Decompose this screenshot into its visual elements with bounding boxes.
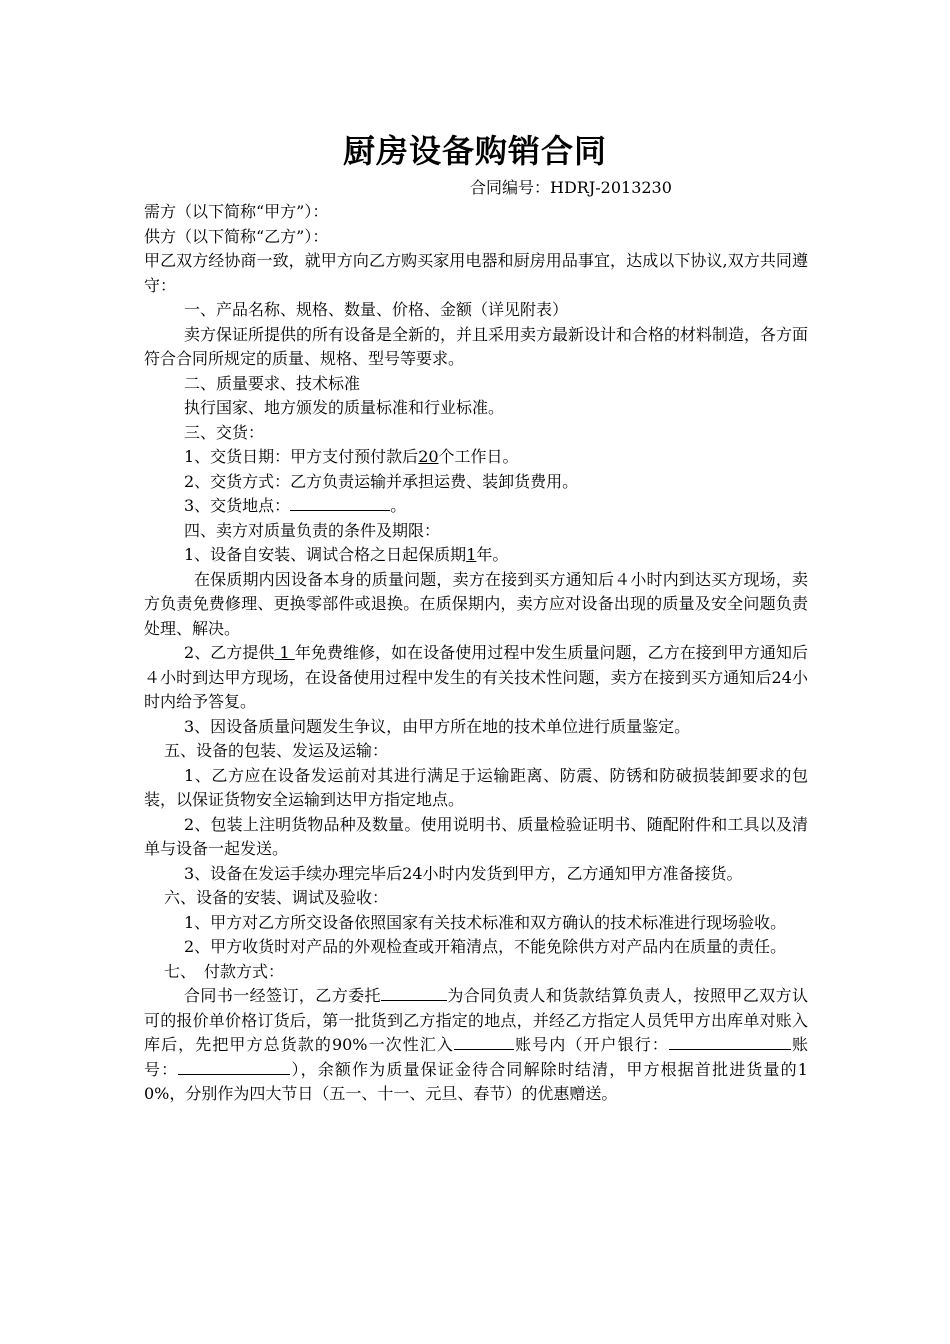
free-repair-text: 年免费维修，如在设备使用过程中发生质量问题，乙方在接到甲方通知后４小时到达甲方现场，在设备使用过程中发生的有关技术性问题，卖方在接到买方通知后24小时内给予答复。 [144, 643, 808, 711]
delivery-date-prefix: 1、交货日期：甲方支付预付款后 [184, 447, 419, 466]
warranty-suffix: 年。 [476, 545, 509, 564]
contract-body [144, 200, 808, 1107]
section-6-item-1: 1、甲方对乙方所交设备依照国家有关技术标准和双方确认的技术标准进行现场验收。 [184, 912, 787, 932]
section-1-title: 一、产品名称、规格、数量、价格、金额（详见附表） [184, 300, 569, 319]
contract-number: 合同编号：HDRJ-2013230 [470, 178, 672, 197]
page-title: 厨房设备购销合同 [342, 132, 607, 170]
section-2-title: 二、质量要求、技术标准 [184, 373, 361, 393]
section-5-item-3: 3、设备在发运手续办理完毕后24小时内发货到甲方，乙方通知甲方准备接货。 [184, 863, 743, 883]
section-5-item-1: 1、乙方应在设备发运前对其进行满足于运输距离、防震、防锈和防破损装卸要求的包装，以保证货物安全运输到达甲方指定地点。 [144, 765, 808, 809]
party-b-line: 供方（以下简称“乙方”）： [144, 226, 329, 246]
party-a-line: 需方（以下简称“甲方”）： [144, 202, 329, 221]
payment-text-e: ），余额作为质量保证金待合同解除时结清，甲方根据首批进货量的10%，分别作为四大节日（五一、十一、元旦、春节）的优惠赠送。 [144, 1059, 808, 1103]
warranty-years-value: 1 [466, 545, 477, 564]
section-7-text [144, 984, 808, 1107]
account-number-blank [178, 1058, 290, 1075]
payment-text-a: 合同书一经签订，乙方委托 [184, 986, 381, 1005]
section-3-item-1 [144, 445, 808, 470]
section-7-title: 七、 付款方式： [164, 961, 285, 981]
section-6-item-2: 2、甲方收货时对产品的外观检查或开箱清点，不能免除供方对产品内在质量的责任。 [184, 937, 787, 956]
section-2-text: 执行国家、地方颁发的质量标准和行业标准。 [184, 398, 505, 417]
warranty-prefix: 1、设备自安装、调试合格之日起保质期 [184, 545, 467, 564]
section-4-item-2 [144, 641, 808, 715]
payment-text-d: 账号： [144, 1035, 808, 1079]
section-4-item-1-text: 在保质期内因设备本身的质量问题，卖方在接到买方通知后４小时内到达买方现场，卖方负责免费修理、更换零部件或退换。在质保期内，卖方应对设备出现的质量及安全问题负责处理、解决。 [144, 569, 808, 638]
delivery-days-value: 20 [418, 447, 439, 466]
section-3-title: 三、交货： [184, 422, 265, 442]
free-repair-years-value: 1 [274, 643, 295, 662]
bank-name-blank [669, 1033, 791, 1050]
free-repair-prefix: 2、乙方提供 [184, 643, 275, 662]
section-5-title: 五、设备的包装、发运及运输： [164, 741, 389, 760]
section-4-title: 四、卖方对质量负责的条件及期限： [184, 520, 441, 540]
section-4-item-3: 3、因设备质量问题发生争议，由甲方所在地的技术单位进行质量鉴定。 [184, 716, 691, 736]
section-3-item-2: 2、交货方式：乙方负责运输并承担运费、装卸货费用。 [184, 471, 579, 491]
section-5-item-2: 2、包装上注明货物品种及数量。使用说明书、质量检验证明书、随配附件和工具以及清单与设备一起发送。 [144, 814, 808, 858]
section-6-title: 六、设备的安装、调试及验收： [164, 888, 389, 907]
section-4-item-1 [144, 543, 808, 568]
delivery-date-suffix: 个工作日。 [438, 447, 519, 466]
delivery-place-label: 3、交货地点： [184, 496, 291, 515]
delivery-place-suffix: 。 [390, 496, 407, 515]
payment-text-b: 为合同负责人和货款结算负责人，按照甲乙双方认可的报价单价格订货后，第一批货到乙方指定的地点，并经乙方指定人员凭甲方出库单对账入库后，先把甲方总货款的90%一次性汇入 [144, 986, 808, 1054]
representative-blank [381, 984, 447, 1001]
section-3-item-3 [144, 494, 808, 519]
account-holder-blank [454, 1033, 514, 1050]
delivery-place-blank [290, 494, 390, 511]
intro-paragraph: 甲乙双方经协商一致，就甲方向乙方购买家用电器和厨房用品事宜，达成以下协议,双方共同遵守： [144, 251, 808, 295]
section-1-text: 卖方保证所提供的所有设备是全新的，并且采用卖方最新设计和合格的材料制造，各方面符合合同所规定的质量、规格、型号等要求。 [144, 324, 809, 368]
payment-text-c: 账号内（开户银行： [514, 1035, 669, 1054]
